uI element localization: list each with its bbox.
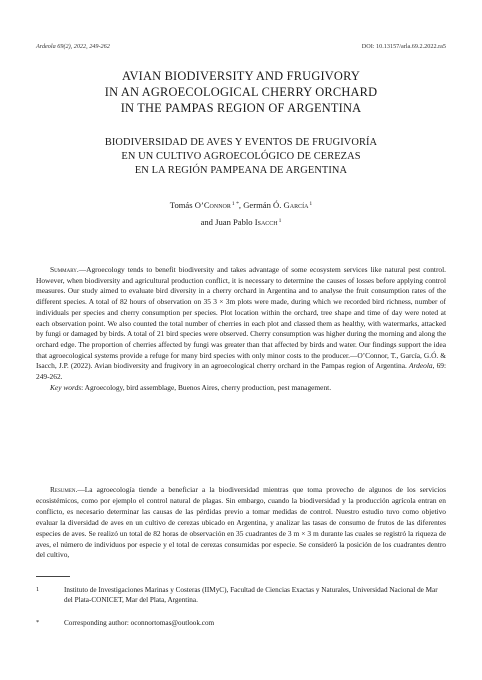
author-line-2 bbox=[30, 214, 452, 231]
title-en-line: IN AN AGROECOLOGICAL CHERRY ORCHARD bbox=[104, 85, 378, 99]
summary-paragraph bbox=[36, 265, 446, 383]
footnote-corresponding-author bbox=[36, 618, 446, 628]
author-given-name: Juan Pablo bbox=[215, 217, 255, 227]
author-given-name: Tomás O’ bbox=[169, 200, 204, 210]
footnote-divider bbox=[36, 576, 70, 577]
footnote-text: Instituto de Investigaciones Marinas y Costeras (IIMyC), Facultad de Ciencias Exactas y Naturales, Universidad Nacional de Mar del Plata-CONICET, Mar del Plata, Argentina. bbox=[64, 586, 438, 605]
summary-heading: Summary. bbox=[50, 265, 79, 274]
keywords bbox=[36, 383, 446, 394]
author-list bbox=[30, 197, 452, 231]
author-family-name: Connor bbox=[203, 200, 231, 210]
author-given-name: Germán Ó. bbox=[243, 200, 284, 210]
footnote-marker: 1 bbox=[36, 586, 40, 593]
title-es-line: EN LA REGIÓN PAMPEANA DE ARGENTINA bbox=[134, 165, 348, 176]
author-family-name: García bbox=[283, 200, 309, 210]
footnote-text: Corresponding author: oconnortomas@outlook.com bbox=[64, 619, 215, 627]
title-es-line: BIODIVERSIDAD DE AVES Y EVENTOS DE FRUGIVORÍA bbox=[104, 137, 378, 148]
abstract-english bbox=[36, 265, 446, 393]
title-en-line: IN THE PAMPAS REGION OF ARGENTINA bbox=[120, 101, 362, 115]
keywords-text: : Agroecology, bird assemblage, Buenos Aires, cherry production, pest management. bbox=[81, 382, 332, 392]
affiliation-marker: 1 bbox=[278, 218, 282, 224]
resumen-paragraph bbox=[36, 485, 446, 561]
title-es-line: EN UN CULTIVO AGROECOLÓGICO DE CEREZAS bbox=[121, 151, 361, 162]
article-title-english bbox=[30, 68, 452, 116]
abstract-spanish bbox=[36, 485, 446, 561]
resumen-heading: Resumen. bbox=[50, 485, 78, 494]
running-header-citation: Ardeola 69(2), 2022, 249-262 bbox=[36, 43, 110, 50]
summary-dash: — bbox=[78, 265, 87, 274]
author-line-1 bbox=[30, 197, 452, 214]
author-conjunction: and bbox=[200, 217, 216, 227]
footnote-affiliation bbox=[36, 585, 446, 605]
citation-end: , 69: 249-262. bbox=[36, 361, 447, 382]
footnote-marker: * bbox=[36, 619, 40, 626]
journal-name: Ardeola bbox=[409, 361, 433, 371]
author-separator: , bbox=[238, 200, 244, 210]
running-header-doi: DOI: 10.13157/arla.69.2.2022.ra5 bbox=[361, 43, 446, 50]
affiliation-marker: 1 * bbox=[231, 201, 239, 207]
article-title-spanish bbox=[30, 136, 452, 178]
resumen-body: La agroecología tiende a beneficiar a la biodiversidad mientras que toma provecho de algunos de los servicios ecosistémicos, como por ejemplo el control natural de plagas. Sin embargo, cuando la biodiversidad y la producción agrícola entran en conflicto, es necesario determinar las causas de las pérdidas previo a tomar medidas de control. Nuestro estudio tuvo como objetivo evaluar la diversidad de aves en un cultivo de cerezas ubicado en Argentina, y analizar las tasas de consumo de frutos de las diferentes especies de aves. Se realizó un total de 82 horas de observación en 35 cuadrantes de 3 m × 3 m durante las cuales se registró la riqueza de aves, el número de individuos por especie y el total de cerezas consumidas por especie. Se consideró la posición de los cuadrantes dentro del cultivo, bbox=[36, 485, 446, 560]
author-family-name: Isacch bbox=[254, 217, 278, 227]
summary-body: Agroecology tends to benefit biodiversity and takes advantage of some ecosystem services like natural pest control. However, when biodiversity and agricultural production conflict, it is necessary to determine the causes of losses before applying control measures. Our study aimed to evaluate bird diversity in a cherry orchard in Argentina and to analyse the fruit consumption rates of the different species. A total of 82 hours of observation on 35 3 × 3m plots were made, during which we recorded bird richness, number of individuals per species and cherry consumption per species. Plot location within the orchard, tree shape and time of day were noted at each observation point. We also counted the total number of cherries in each plot and classed them as healthy, with watermarks, attacked by fungi or damaged by birds. A total of 21 bird species were observed. Cherry consumption was higher during the morning and along the orchard edge. The proportion of cherries affected by fungi was greater than that affected by birds and water. Our findings support the idea that agroecological systems provide a refuge for many bird species with only minor costs to the producer.—O’Connor, T., García, G.Ó. & Isacch, J.P. (2022). Avian biodiversity and frugivory in an agroecological cherry orchard in the Pampas region of Argentina. bbox=[36, 265, 446, 371]
keywords-label: Key words bbox=[50, 382, 82, 392]
affiliation-marker: 1 bbox=[309, 201, 313, 207]
resumen-dash: — bbox=[77, 485, 85, 494]
title-en-line: AVIAN BIODIVERSITY AND FRUGIVORY bbox=[121, 69, 361, 83]
